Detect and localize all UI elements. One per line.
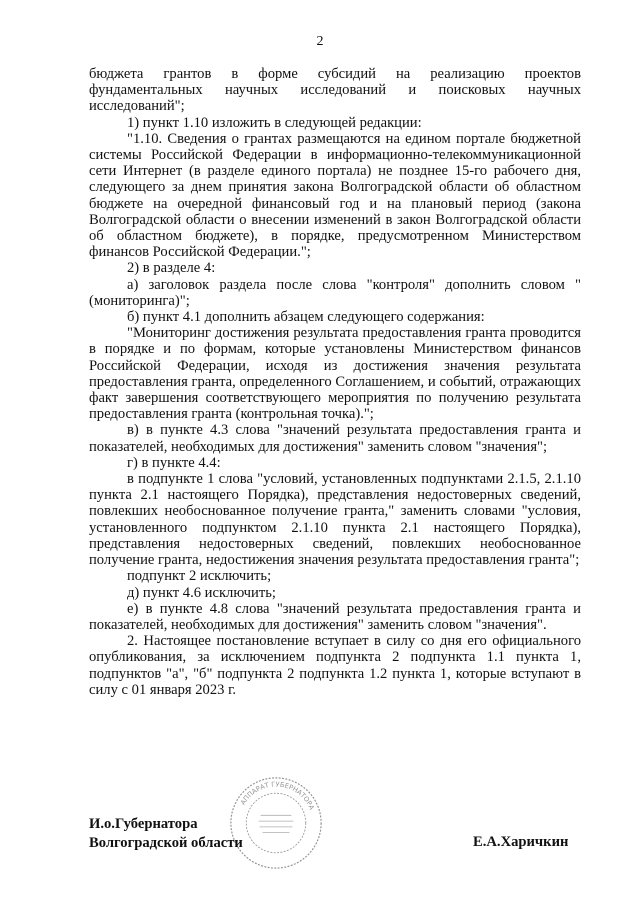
signature-title-line2: Волгоградской области: [89, 835, 243, 851]
paragraph: б) пункт 4.1 дополнить абзацем следующего содержания:: [127, 309, 485, 326]
page-number: 2: [316, 34, 324, 49]
paragraph: бюджета грантов в форме субсидий на реализацию проектов фундаментальных научных исследований и поисковых научных исследований";: [89, 66, 581, 115]
signature-title-line1: И.о.Губернатора: [89, 816, 198, 832]
signature-title: [89, 815, 243, 853]
svg-text:АППАРАТ ГУБЕРНАТОРА: АППАРАТ ГУБЕРНАТОРА: [238, 780, 316, 812]
paragraph: 2) в разделе 4:: [127, 260, 216, 277]
paragraph: д) пункт 4.6 исключить;: [127, 584, 276, 601]
paragraph: е) в пункте 4.8 слова "значений результата предоставления гранта и показателей, необходимых для достижения" заменить словом "значения".: [89, 600, 581, 633]
paragraph: "Мониторинг достижения результата предоставления гранта проводится в порядке и по формам, которые установлены Министерством финансов Российской Федерации, исходя из достижения значения результата предоставления гранта, определенного Соглашением, и событий, отражающих факт завершения соответствующего мероприятия по получению результата предоставления гранта (контрольная точка).";: [89, 325, 581, 423]
paragraph: в подпункте 1 слова "условий, установленных подпунктами 2.1.5, 2.1.10 пункта 2.1 настоящего Порядка), представления недостоверных сведений, повлекших необоснованное получение гранта," заменить словами "условия, установленного подпунктом 2.1.10 пункта 2.1 настоящего Порядка), представления недостоверных сведений, повлекших необоснованное получение гранта, недостижения значения результата предоставления гранта";: [89, 471, 581, 569]
paragraph: г) в пункте 4.4:: [127, 454, 221, 471]
paragraph: а) заголовок раздела после слова "контроля" дополнить словом "(мониторинга)";: [89, 276, 581, 309]
paragraph: "1.10. Сведения о грантах размещаются на едином портале бюджетной системы Российской Федерации в информационно-телекоммуникационной сети Интернет (в разделе единого портала) не позднее 15-го рабочего дня, следующего за днем принятия закона Волгоградской области об областном бюджете на очередной финансовый год и на плановый период (закона Волгоградской области о внесении изменений в закон Волгоградской области об областном бюджете), в порядке, предусмотренном Министерством финансов Российской Федерации.";: [89, 130, 581, 261]
document-body: [89, 66, 581, 698]
paragraph: 2. Настоящее постановление вступает в силу со дня его официального опубликования, за исключением подпункта 2 подпункта 1.1 пункта 1, подпунктов "а", "б" подпункта 2 подпункта 1.2 пункта 1, которые вступают в силу с 01 января 2023 г.: [89, 633, 581, 698]
signatory-name: Е.А.Харичкин: [473, 834, 569, 850]
paragraph: в) в пункте 4.3 слова "значений результата предоставления гранта и показателей, необходимых для достижения" заменить словом "значения";: [89, 422, 581, 455]
paragraph: подпункт 2 исключить;: [127, 568, 272, 585]
paragraph: 1) пункт 1.10 изложить в следующей редакции:: [127, 114, 422, 131]
